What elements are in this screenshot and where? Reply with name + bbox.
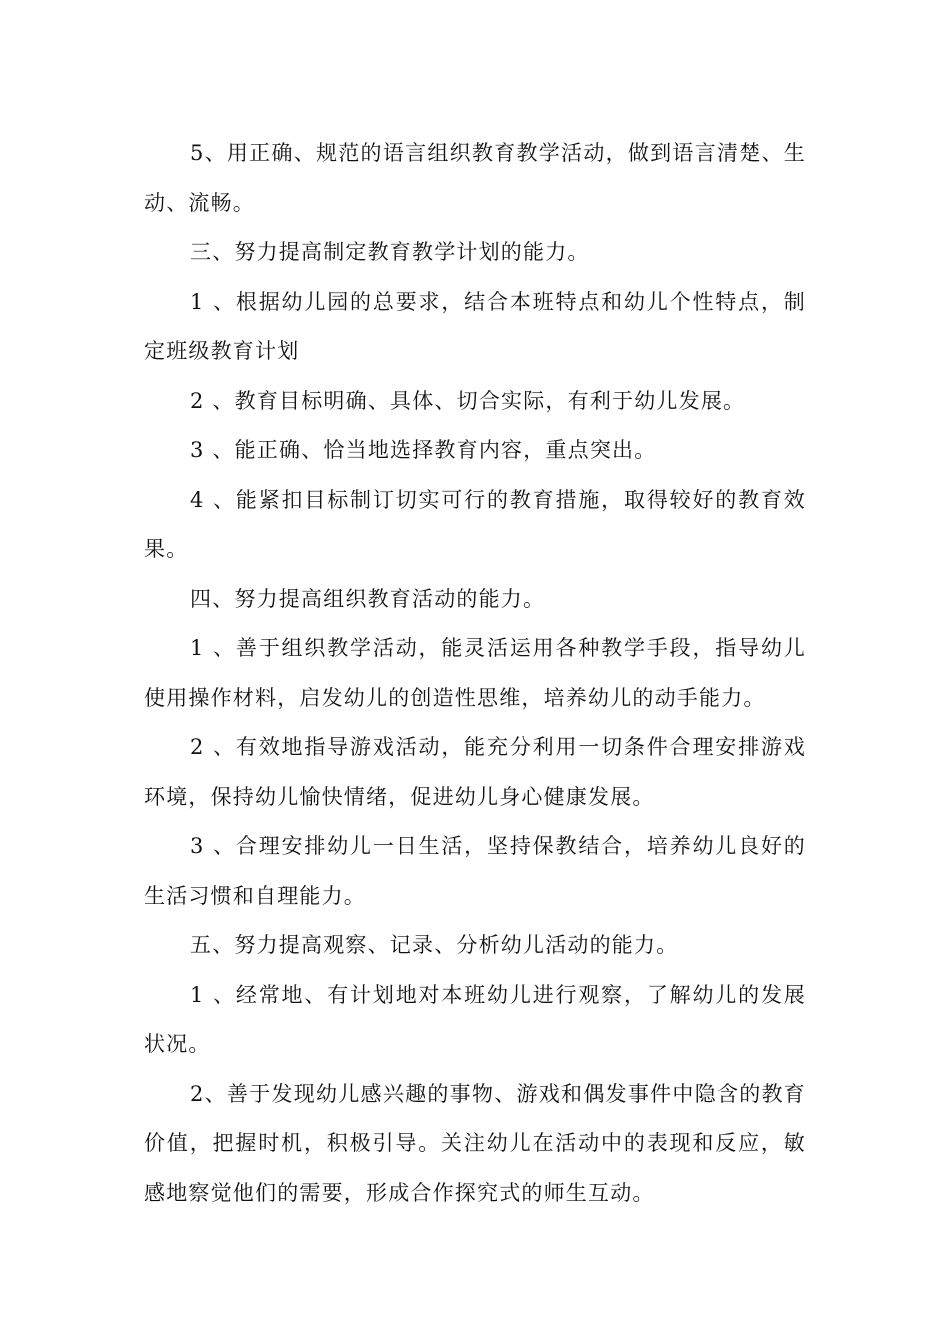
paragraph-3-2: 2 、教育目标明确、具体、切合实际，有利于幼儿发展。 xyxy=(190,388,746,413)
paragraph-3-3: 3 、能正确、恰当地选择教育内容，重点突出。 xyxy=(190,438,657,462)
paragraph-3-1: 1 、根据幼儿园的总要求，结合本班特点和幼儿个性特点，制定班级教育计划 xyxy=(144,289,806,363)
paragraph-5-1: 1 、经常地、有计划地对本班幼儿进行观察，了解幼儿的发展状况。 xyxy=(144,982,806,1056)
section-heading-4: 四、努力提高组织教育活动的能力。 xyxy=(190,586,546,611)
paragraph-4-1: 1 、善于组织教学活动，能灵活运用各种教学手段，指导幼儿使用操作材料，启发幼儿的创造性思维，培养幼儿的动手能力。 xyxy=(144,636,806,710)
paragraph-4-2: 2 、有效地指导游戏活动，能充分利用一切条件合理安排游戏环境，保持幼儿愉快情绪，促进幼儿身心健康发展。 xyxy=(144,735,806,809)
paragraph-4-3: 3 、合理安排幼儿一日生活，坚持保教结合，培养幼儿良好的生活习惯和自理能力。 xyxy=(144,834,806,908)
document-body xyxy=(144,129,806,1218)
section-heading-5: 五、努力提高观察、记录、分析幼儿活动的能力。 xyxy=(190,933,679,957)
paragraph-5-2: 2、善于发现幼儿感兴趣的事物、游戏和偶发事件中隐含的教育价值，把握时机，积极引导。关注幼儿在活动中的表现和反应，敏感地察觉他们的需要，形成合作探究式的师生互动。 xyxy=(144,1081,806,1205)
paragraph-item-5-language: 5、用正确、规范的语言组织教育教学活动，做到语言清楚、生动、流畅。 xyxy=(144,141,806,215)
section-heading-3: 三、努力提高制定教育教学计划的能力。 xyxy=(190,240,590,264)
paragraph-3-4: 4 、能紧扣目标制订切实可行的教育措施，取得较好的教育效果。 xyxy=(144,487,806,561)
